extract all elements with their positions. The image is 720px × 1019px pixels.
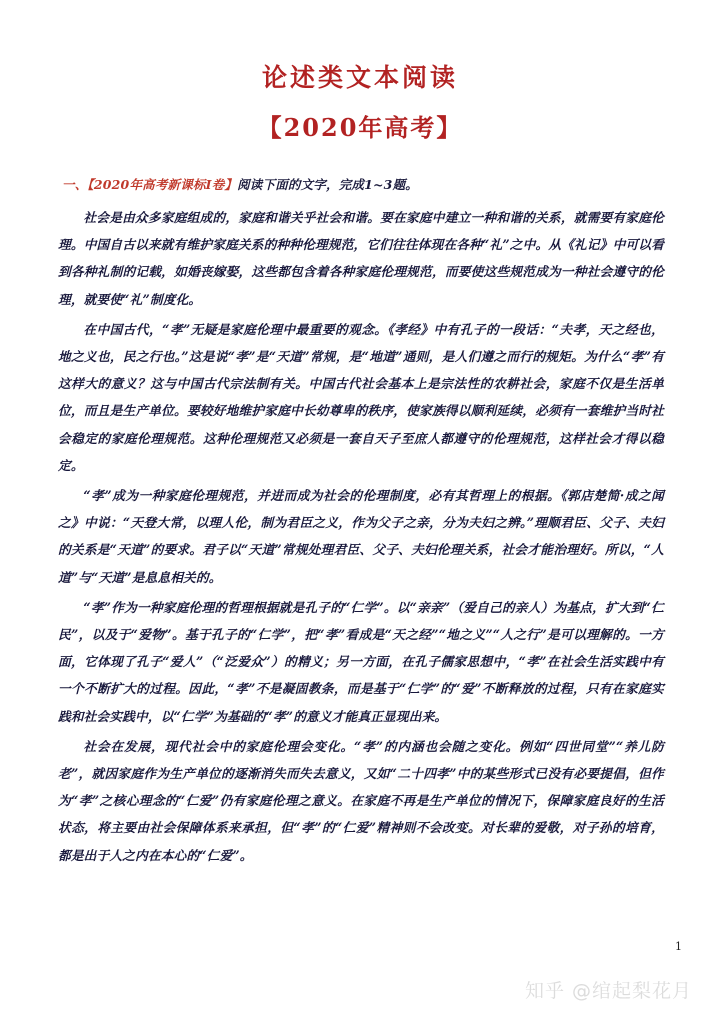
exam-source-label: 【2020年高考新课标Ⅰ卷】 — [87, 177, 238, 193]
passage-paragraph: 社会是由众多家庭组成的，家庭和谐关乎社会和谐。要在家庭中建立一种和谐的关系，就需要有家庭伦理。中国自古以来就有维护家庭关系的种种伦理规范，它们往往体现在各种“礼”之中。从《礼记》中可以看到各种礼制的记载，如婚丧嫁娶，这些都包含着各种家庭伦理规范，而要使这些规范成为一种社会遵守的伦理，就要使“礼”制度化。 — [58, 210, 664, 307]
page-number: 1 — [675, 940, 682, 953]
title-block — [0, 0, 720, 143]
question-index: 一、 — [62, 177, 88, 193]
page-title: 论述类文本阅读 — [261, 63, 458, 92]
passage-paragraph: “孝”成为一种家庭伦理规范，并进而成为社会的伦理制度，必有其哲理上的根据。《郭店楚简·成之闻之》中说：“天登大常，以理人伦，制为君臣之义，作为父子之亲，分为夫妇之辨。”理顺君臣、父子、夫妇的关系是“天道”的要求。君子以“天道”常规处理君臣、父子、夫妇伦理关系，社会才能治理好。所以，“人道”与“天道”是息息相关的。 — [58, 488, 664, 585]
watermark: 知乎 @绾起梨花月 — [524, 980, 692, 1002]
passage-body — [0, 204, 720, 869]
question-lead-line — [0, 176, 720, 195]
question-instruction: 阅读下面的文字，完成1~3题。 — [237, 177, 418, 193]
passage-paragraph: 社会在发展，现代社会中的家庭伦理会变化。“孝”的内涵也会随之变化。例如“四世同堂”“养儿防老”，就因家庭作为生产单位的逐渐消失而失去意义，又如“二十四孝”中的某些形式已没有必要提倡，但作为“孝”之核心理念的“仁爱”仍有家庭伦理之意义。在家庭不再是生产单位的情况下，保障家庭良好的生活状态，将主要由社会保障体系来承担，但“孝”的“仁爱”精神则不会改变。对长辈的爱敬，对子孙的培育，都是出于人之内在本心的“仁爱”。 — [58, 738, 664, 863]
page-subtitle: 【2020年高考】 — [257, 113, 463, 143]
passage-paragraph: 在中国古代，“孝”无疑是家庭伦理中最重要的观念。《孝经》中有孔子的一段话：“夫孝，天之经也，地之义也，民之行也。”这是说“孝”是“天道”常规，是“地道”通则，是人们遵之而行的规矩。为什么“孝”有这样大的意义？这与中国古代宗法制有关。中国古代社会基本上是宗法性的农耕社会，家庭不仅是生活单位，而且是生产单位。要较好地维护家庭中长幼尊卑的秩序，使家族得以顺利延续，必须有一套维护当时社会稳定的家庭伦理规范。这种伦理规范又必须是一套自天子至庶人都遵守的伦理规范，这样社会才得以稳定。 — [58, 321, 664, 473]
passage-paragraph: “孝”作为一种家庭伦理的哲理根据就是孔子的“仁学”。以“亲亲”（爱自己的亲人）为基点，扩大到“仁民”，以及于“爱物”。基于孔子的“仁学”，把“孝”看成是“天之经”“地之义”“人之行”是可以理解的。一方面，它体现了孔子“爱人”（“泛爱众”）的精义；另一方面，在孔子儒家思想中，“孝”在社会生活实践中有一个不断扩大的过程。因此，“孝”不是凝固教条，而是基于“仁学”的“爱”不断释放的过程，只有在家庭实践和社会实践中，以“仁学”为基础的“孝”的意义才能真正显现出来。 — [58, 599, 664, 724]
